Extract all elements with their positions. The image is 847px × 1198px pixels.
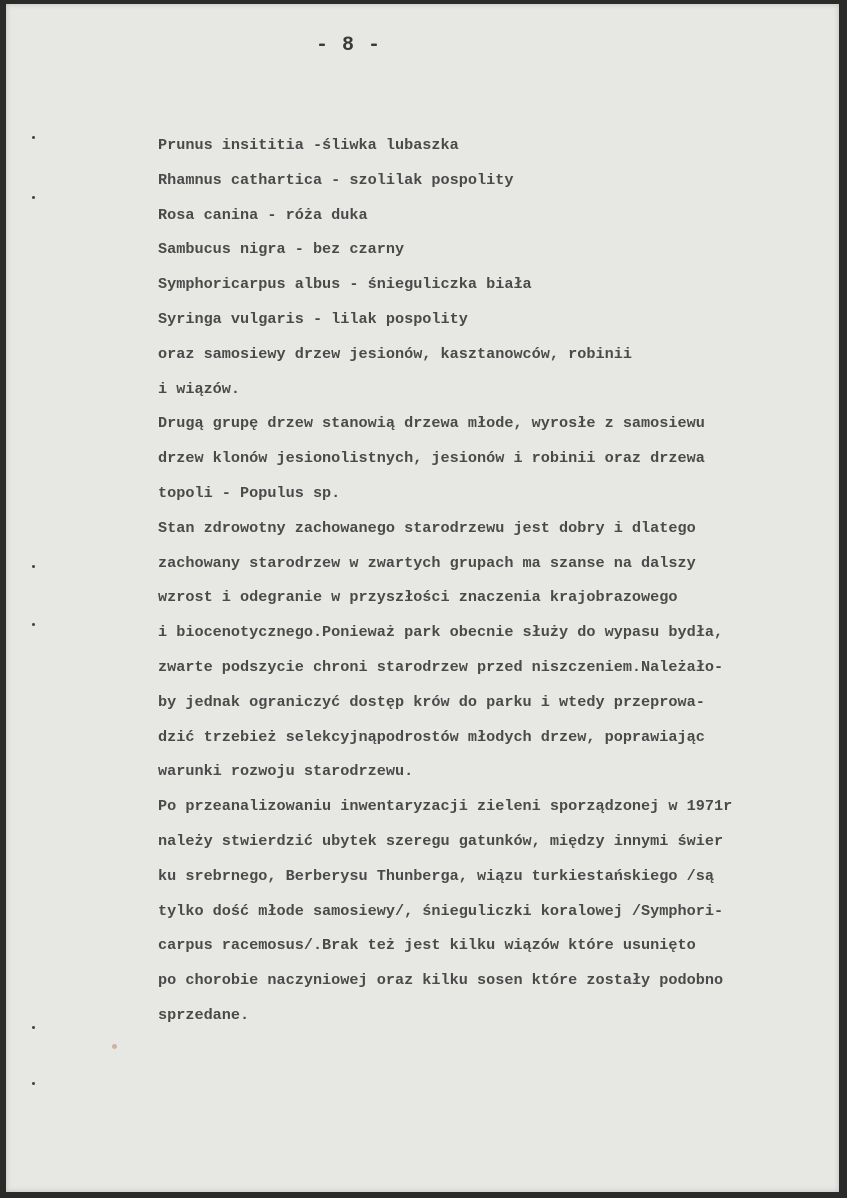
text-line: ku srebrnego, Berberysu Thunberga, wiązu turkiestańskiego /są (158, 866, 714, 885)
text-line: oraz samosiewy drzew jesionów, kasztanowców, robinii (158, 344, 632, 363)
paper-stain (112, 1044, 117, 1049)
text-line: Rosa canina - róża duka (158, 205, 368, 224)
text-line: wzrost i odegranie w przyszłości znaczenia krajobrazowego (158, 588, 678, 607)
punch-mark (32, 623, 35, 626)
text-line: sprzedane. (158, 1005, 250, 1024)
text-line: zwarte podszycie chroni starodrzew przed niszczeniem.Należało- (158, 657, 724, 676)
text-line: dzić trzebież selekcyjnąpodrostów młodych drzew, poprawiając (158, 727, 705, 746)
punch-mark (32, 136, 35, 139)
text-line: by jednak ograniczyć dostęp krów do parku i wtedy przeprowa- (158, 692, 705, 711)
text-line: Rhamnus cathartica - szolilak pospolity (158, 170, 514, 189)
punch-mark (32, 196, 35, 199)
text-line: Syringa vulgaris - lilak pospolity (158, 309, 468, 328)
punch-mark (32, 1082, 35, 1085)
text-line: Stan zdrowotny zachowanego starodrzewu jest dobry i dlatego (158, 518, 696, 537)
text-line: i biocenotycznego.Ponieważ park obecnie służy do wypasu bydła, (158, 623, 724, 642)
text-line: warunki rozwoju starodrzewu. (158, 762, 414, 781)
text-line: carpus racemosus/.Brak też jest kilku wiązów które usunięto (158, 936, 696, 955)
page-number: - 8 - (316, 34, 382, 57)
text-line: drzew klonów jesionolistnych, jesionów i robinii oraz drzewa (158, 449, 705, 468)
text-line: tylko dość młode samosiewy/, śnieguliczki koralowej /Symphori- (158, 901, 724, 920)
text-line: Symphoricarpus albus - śnieguliczka biała (158, 275, 532, 294)
text-line: i wiązów. (158, 379, 241, 398)
typed-text-body (158, 128, 828, 1033)
text-line: topoli - Populus sp. (158, 483, 341, 502)
text-line: Po przeanalizowaniu inwentaryzacji zieleni sporządzonej w 1971r (158, 797, 733, 816)
punch-mark (32, 1026, 35, 1029)
text-line: Prunus insititia -śliwka lubaszka (158, 136, 459, 154)
text-line: Sambucus nigra - bez czarny (158, 240, 405, 259)
punch-mark (32, 565, 35, 568)
text-line: po chorobie naczyniowej oraz kilku sosen które zostały podobno (158, 971, 724, 990)
margin-punch-marks (6, 4, 46, 1192)
document-page (6, 4, 839, 1192)
text-line: zachowany starodrzew w zwartych grupach ma szanse na dalszy (158, 553, 696, 572)
text-line: Drugą grupę drzew stanowią drzewa młode, wyrosłe z samosiewu (158, 414, 705, 433)
text-line: należy stwierdzić ubytek szeregu gatunków, między innymi świer (158, 831, 724, 850)
